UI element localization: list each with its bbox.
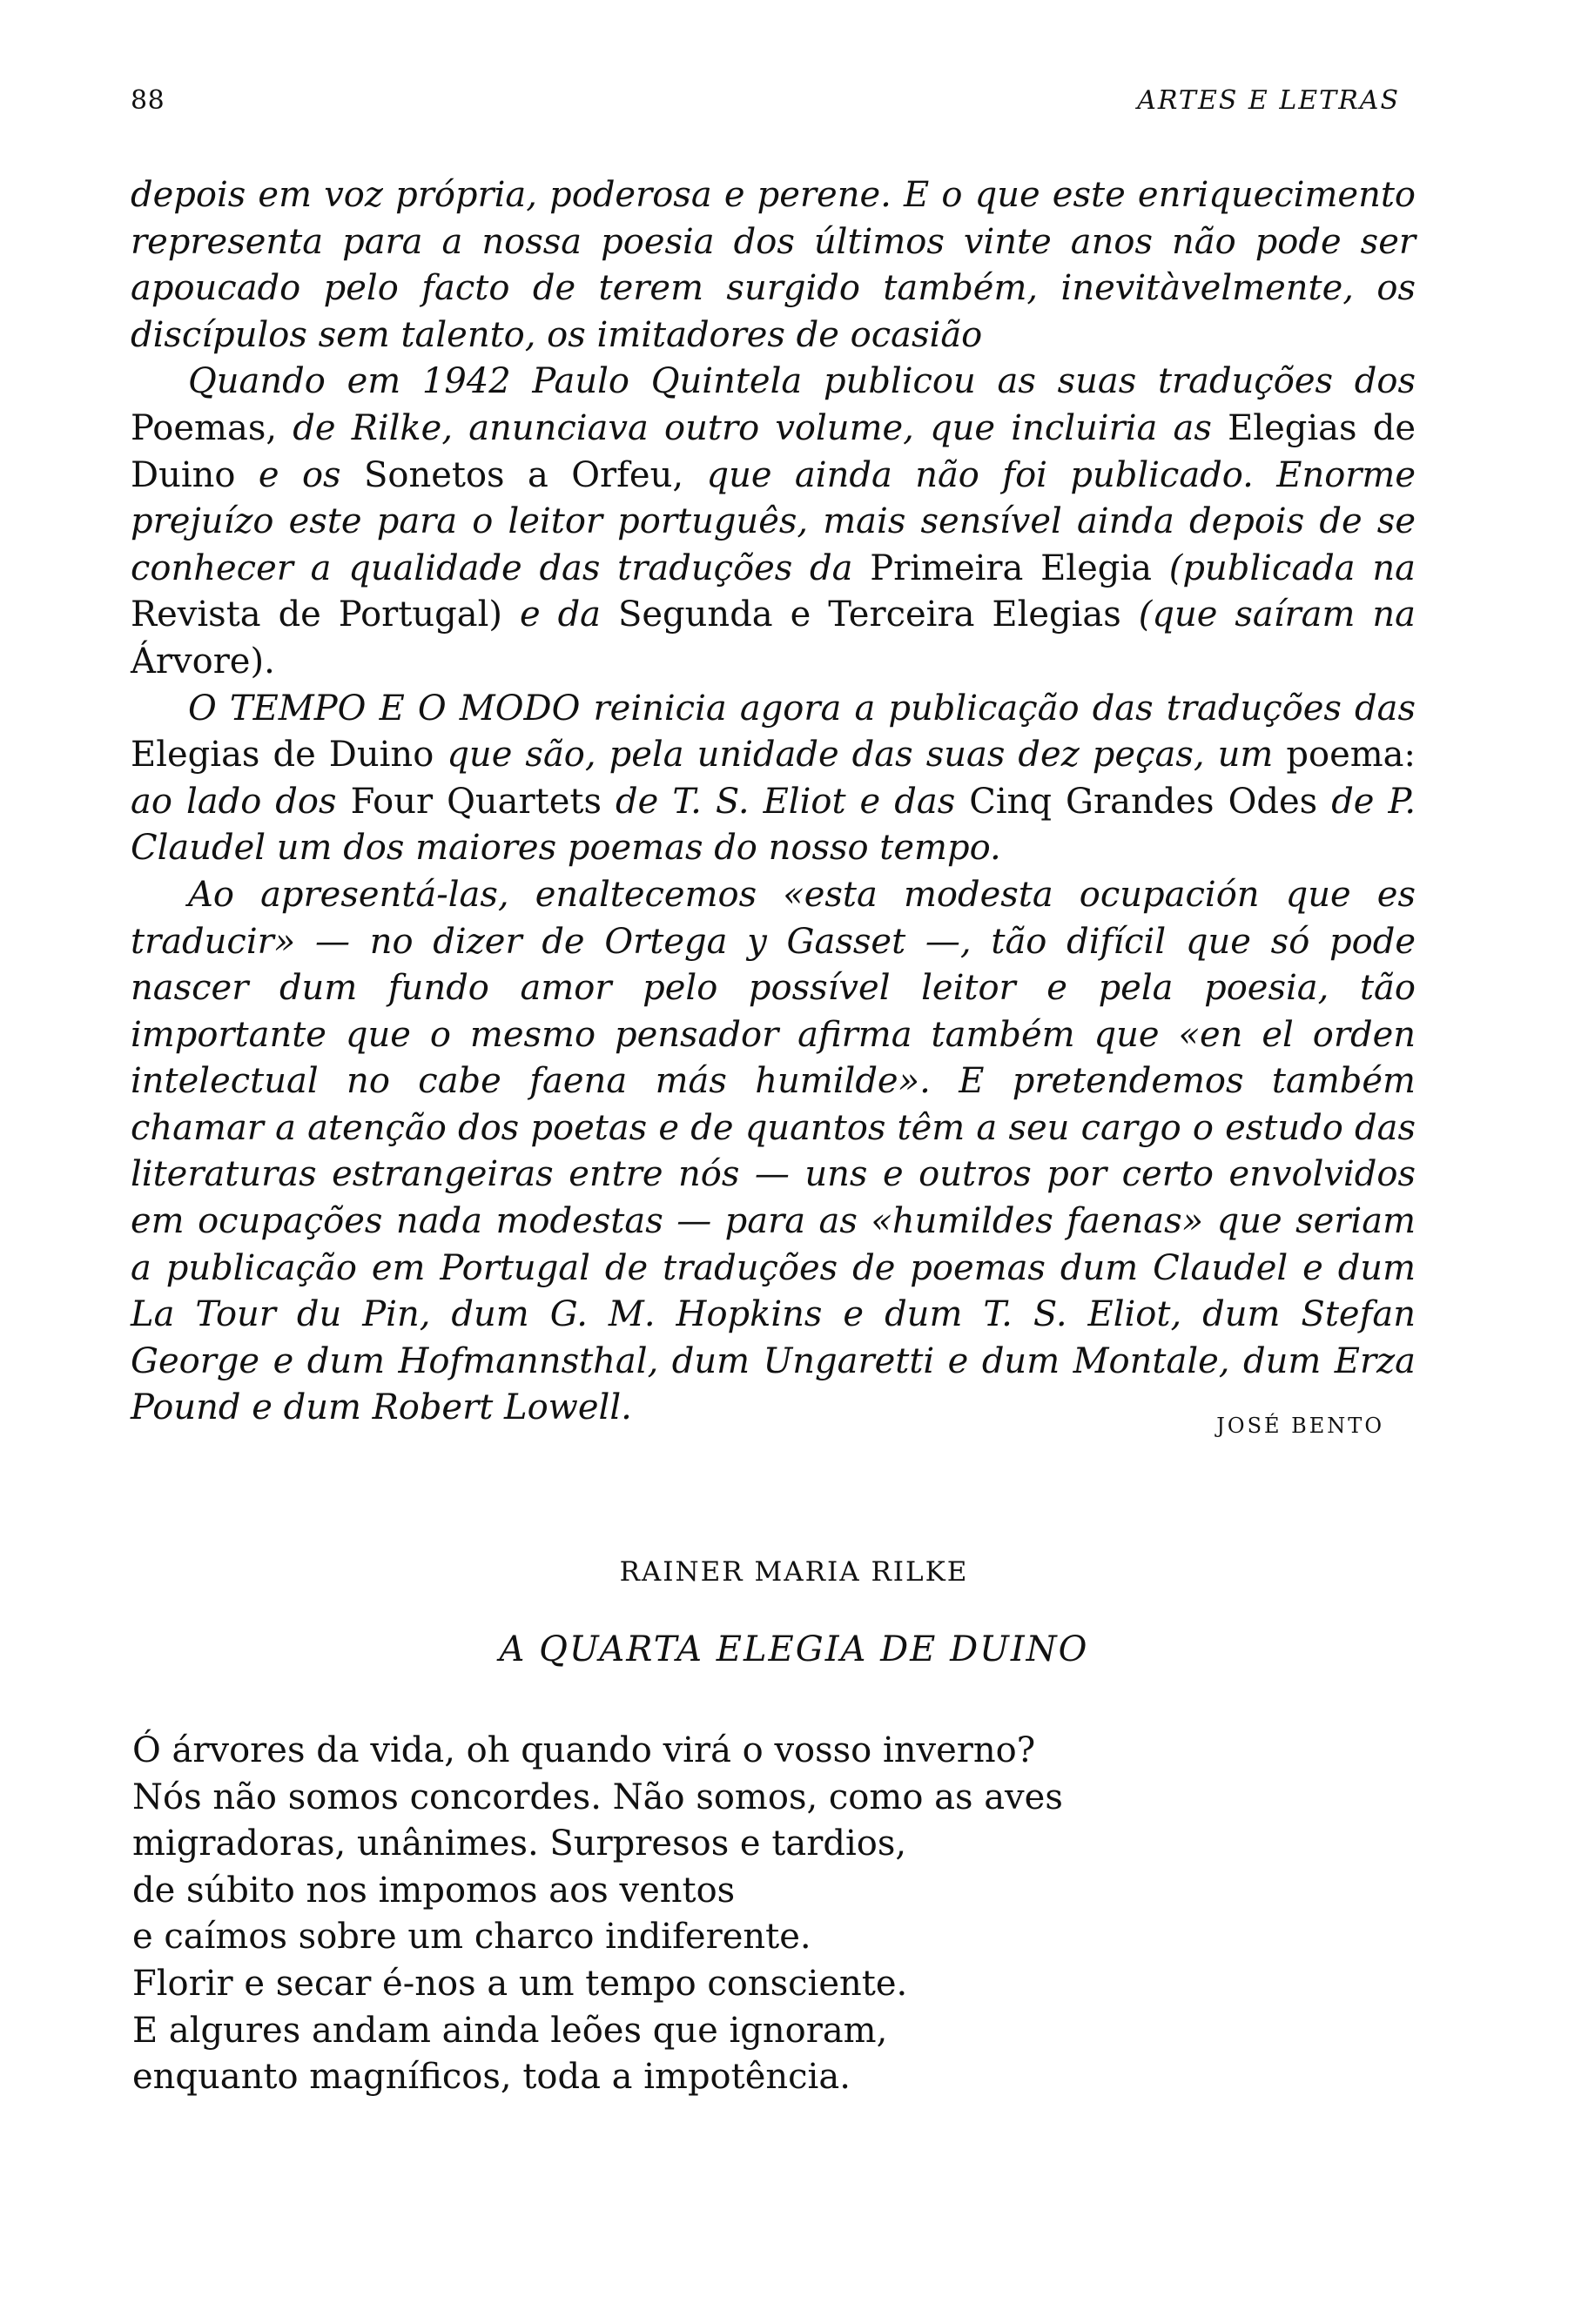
emphasis-word: poema: bbox=[1286, 735, 1416, 776]
poem-line: migradoras, unânimes. Surpresos e tardios, bbox=[132, 1824, 907, 1864]
poem-line: Nós não somos concordes. Não somos, como as aves bbox=[132, 1777, 1063, 1817]
text-run: e os bbox=[258, 454, 341, 495]
work-title: Árvore). bbox=[131, 641, 275, 682]
essay-paragraph-3 bbox=[131, 686, 1416, 872]
journal-title: ARTES E LETRAS bbox=[1137, 85, 1400, 116]
essay-body bbox=[131, 172, 1416, 1432]
text-run: Ao apresentá-las, enaltecemos «esta modesta ocupación que es traducir» — no dizer de Ortega y Gasset —, tão difícil que só pode nascer dum fundo amor pelo possível leitor e pela poesia, tão importante que o mesmo pensador afirma também que «en el orden intelectual no cabe faena más humilde». E pretendemos também chamar a atenção dos poetas e de quantos têm a seu cargo o estudo das literaturas estrangeiras entre nós — uns e outros por certo envolvidos em ocupações nada modestas — para as «humildes faenas» que seriam a publicação em Portugal de traduções de poemas dum Claudel e dum La Tour du Pin, dum G. M. Hopkins e dum T. S. Eliot, dum Stefan George e dum Hofmannsthal, dum Ungaretti e dum Montale, dum Erza Pound e dum Robert Lowell. bbox=[131, 874, 1416, 1428]
text-run: Quando em 1942 Paulo Quintela publicou as suas traduções dos bbox=[188, 361, 1416, 402]
work-title: Poemas, bbox=[131, 407, 278, 448]
text-run: ao lado dos bbox=[131, 781, 337, 822]
poem-line: Ó árvores da vida, oh quando virá o vosso inverno? bbox=[132, 1730, 1036, 1770]
text-run: que são, pela unidade das suas dez peças, um bbox=[447, 735, 1274, 776]
poem-line: Florir e secar é-nos a um tempo consciente. bbox=[132, 1963, 908, 2004]
poem-body bbox=[132, 1728, 1063, 2101]
text-run: de Rilke, anunciava outro volume, que incluiria as bbox=[293, 407, 1212, 448]
poem-line: de súbito nos impomos aos ventos bbox=[132, 1870, 736, 1911]
text-run: (que saíram na bbox=[1138, 594, 1416, 635]
work-title: Elegias de Duino bbox=[131, 407, 1416, 495]
essay-paragraph-4 bbox=[131, 872, 1416, 1432]
text-run: de T. S. Eliot e das bbox=[616, 781, 956, 822]
text-run: O TEMPO E O MODO reinicia agora a publicação das traduções das bbox=[188, 688, 1416, 729]
work-title: Four Quartets bbox=[350, 781, 602, 822]
text-run: (publicada na bbox=[1168, 547, 1416, 588]
work-title: Elegias de Duino bbox=[131, 735, 434, 776]
work-title: Revista de Portugal) bbox=[131, 594, 502, 635]
work-title: Segunda e Terceira Elegias bbox=[617, 594, 1121, 635]
essay-paragraph-2 bbox=[131, 359, 1416, 685]
running-header bbox=[131, 85, 1400, 129]
author-signature: JOSÉ BENTO bbox=[1216, 1414, 1384, 1438]
poem-line: e caímos sobre um charco indiferente. bbox=[132, 1917, 811, 1958]
poem-title: A QUARTA ELEGIA DE DUINO bbox=[499, 1629, 1089, 1669]
page-number: 88 bbox=[131, 85, 165, 116]
poem-line: enquanto magníficos, toda a impotência. bbox=[132, 2057, 851, 2098]
poem-line: E algures andam ainda leões que ignoram, bbox=[132, 2010, 888, 2051]
work-title: Primeira Elegia bbox=[870, 547, 1153, 588]
essay-paragraph-1 bbox=[131, 172, 1416, 359]
poem-author: RAINER MARIA RILKE bbox=[619, 1556, 969, 1588]
text-run: que ainda não foi publicado. Enorme prejuízo este para o leitor português, mais sensível ainda depois de se conhecer a qualidade das traduções da bbox=[131, 454, 1416, 588]
work-title: Sonetos a Orfeu, bbox=[363, 454, 684, 495]
text-run: de P. Claudel um dos maiores poemas do nosso tempo. bbox=[131, 781, 1416, 869]
text-run: depois em voz própria, poderosa e perene. E o que este enriquecimento representa para a nossa poesia dos últimos vinte anos não pode ser apoucado pelo facto de terem surgido também, inevitàvelmente, os discípulos sem talento, os imitadores de ocasião bbox=[131, 175, 1416, 355]
work-title: Cinq Grandes Odes bbox=[969, 781, 1318, 822]
text-run: e da bbox=[519, 594, 602, 635]
